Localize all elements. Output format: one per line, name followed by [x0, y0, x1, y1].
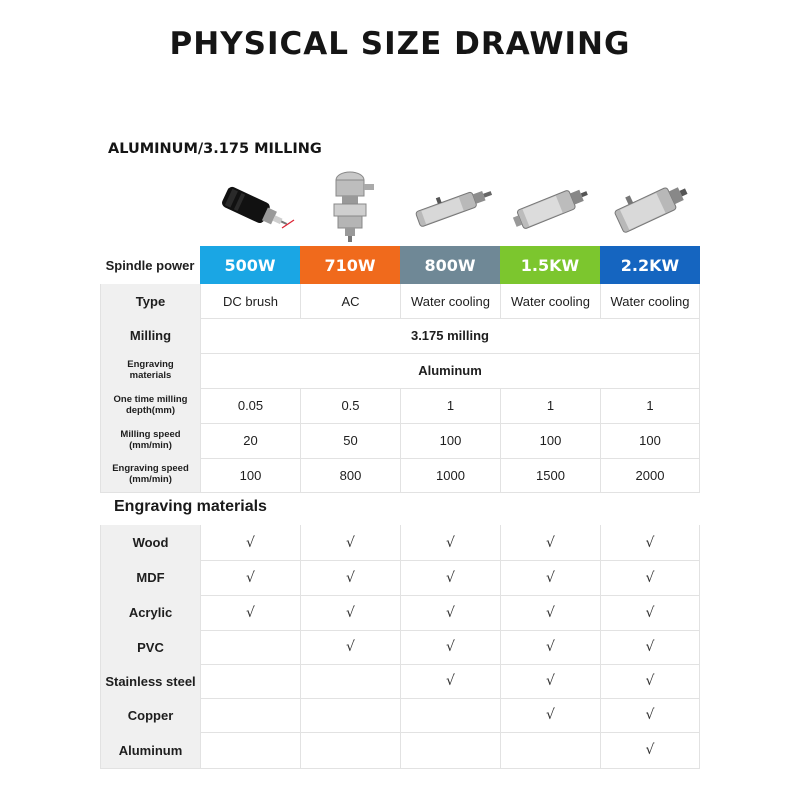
check-icon: √	[645, 639, 655, 655]
check-icon: √	[346, 604, 355, 621]
materials-row	[100, 353, 700, 389]
spindle-800w-image	[400, 168, 500, 246]
power-2.2kw: 2.2KW	[600, 246, 700, 284]
compat-cell	[200, 630, 300, 664]
compat-cell	[500, 698, 600, 732]
check-icon: √	[546, 639, 555, 655]
material-row	[100, 560, 700, 596]
power-800w: 800W	[400, 246, 500, 284]
check-icon: √	[546, 569, 555, 586]
check-icon: √	[346, 639, 355, 655]
material-row	[100, 664, 700, 699]
materials-section-heading: Engraving materials	[114, 498, 267, 515]
depth-value: 1	[500, 388, 600, 423]
compat-cell	[400, 595, 500, 630]
depth-value: 0.5	[300, 388, 400, 423]
material-label: Stainless steel	[100, 664, 200, 698]
milling-value: 3.175 milling	[200, 318, 700, 353]
check-icon: √	[546, 604, 555, 621]
check-icon: √	[645, 707, 655, 723]
check-icon: √	[645, 673, 655, 689]
compat-cell	[500, 525, 600, 560]
section-subtitle: ALUMINUM/3.175 MILLING	[108, 141, 322, 157]
type-value: AC	[300, 284, 400, 318]
material-label: Acrylic	[100, 595, 200, 630]
check-icon: √	[446, 604, 455, 621]
milling-speed-label: Milling speed (mm/min)	[100, 423, 200, 458]
milling-speed-value: 100	[500, 423, 600, 458]
type-value: DC brush	[200, 284, 300, 318]
materials-label: Engraving materials	[100, 353, 200, 388]
compat-cell	[200, 525, 300, 560]
compat-cell	[600, 732, 700, 768]
compat-cell	[500, 664, 600, 698]
compat-cell	[600, 664, 700, 698]
engraving-speed-value: 1500	[500, 458, 600, 492]
type-value: Water cooling	[600, 284, 700, 318]
compat-cell	[400, 732, 500, 768]
milling-speed-value: 100	[400, 423, 500, 458]
depth-label: One time milling depth(mm)	[100, 388, 200, 423]
material-label: Wood	[100, 525, 200, 560]
check-icon: √	[246, 534, 255, 551]
power-710w: 710W	[300, 246, 400, 284]
engraving-speed-row	[100, 458, 700, 493]
material-label: Aluminum	[100, 732, 200, 768]
depth-value: 1	[600, 388, 700, 423]
compat-cell	[600, 560, 700, 595]
material-label: Copper	[100, 698, 200, 732]
engraving-speed-value: 800	[300, 458, 400, 492]
check-icon: √	[246, 569, 255, 586]
milling-row	[100, 318, 700, 354]
material-row	[100, 525, 700, 561]
compat-cell	[400, 525, 500, 560]
spindle-1.5kw-image	[500, 168, 600, 246]
compat-cell	[300, 664, 400, 698]
milling-label: Milling	[100, 318, 200, 353]
spindle-500w-image	[200, 168, 300, 246]
compat-cell	[300, 630, 400, 664]
power-500w: 500W	[200, 246, 300, 284]
depth-value: 1	[400, 388, 500, 423]
material-label: MDF	[100, 560, 200, 595]
check-icon: √	[446, 534, 455, 551]
material-row	[100, 698, 700, 733]
check-icon: √	[446, 639, 455, 655]
milling-speed-value: 20	[200, 423, 300, 458]
material-label: PVC	[100, 630, 200, 664]
check-icon: √	[546, 707, 555, 723]
material-row	[100, 595, 700, 631]
materials-value: Aluminum	[200, 353, 700, 388]
spindle-2.2kw-image	[600, 168, 700, 246]
material-row	[100, 732, 700, 769]
check-icon: √	[645, 569, 655, 586]
check-icon: √	[346, 569, 355, 586]
compat-cell	[200, 698, 300, 732]
page-title: PHYSICAL SIZE DRAWING	[169, 26, 631, 62]
compat-cell	[500, 560, 600, 595]
compat-cell	[600, 698, 700, 732]
check-icon: √	[546, 673, 555, 689]
compat-cell	[200, 595, 300, 630]
milling-speed-row	[100, 423, 700, 459]
compat-cell	[600, 595, 700, 630]
depth-row	[100, 388, 700, 424]
spindle-power-row	[100, 246, 700, 284]
milling-speed-value: 50	[300, 423, 400, 458]
compat-cell	[500, 732, 600, 768]
engraving-speed-label: Engraving speed (mm/min)	[100, 458, 200, 492]
power-1.5kw: 1.5KW	[500, 246, 600, 284]
milling-speed-value: 100	[600, 423, 700, 458]
compat-cell	[300, 560, 400, 595]
check-icon: √	[645, 604, 655, 621]
depth-value: 0.05	[200, 388, 300, 423]
engraving-speed-value: 1000	[400, 458, 500, 492]
compat-cell	[300, 595, 400, 630]
compat-cell	[600, 525, 700, 560]
compat-cell	[200, 560, 300, 595]
engraving-speed-value: 2000	[600, 458, 700, 492]
compat-cell	[400, 664, 500, 698]
compat-cell	[400, 698, 500, 732]
material-row	[100, 630, 700, 665]
check-icon: √	[446, 569, 455, 586]
compat-cell	[300, 698, 400, 732]
compat-cell	[300, 525, 400, 560]
spindle-710w-image	[300, 168, 400, 246]
engraving-speed-value: 100	[200, 458, 300, 492]
compat-cell	[400, 630, 500, 664]
compat-cell	[200, 664, 300, 698]
compat-cell	[500, 630, 600, 664]
type-row	[100, 284, 700, 319]
spindle-images	[200, 168, 700, 246]
check-icon: √	[546, 534, 555, 551]
spindle-power-label: Spindle power	[105, 257, 195, 273]
compat-cell	[600, 630, 700, 664]
type-value: Water cooling	[500, 284, 600, 318]
check-icon: √	[346, 534, 355, 551]
compat-cell	[300, 732, 400, 768]
check-icon: √	[446, 673, 455, 689]
compat-cell	[400, 560, 500, 595]
check-icon: √	[645, 534, 655, 551]
check-icon: √	[645, 742, 655, 758]
compat-cell	[500, 595, 600, 630]
type-label: Type	[100, 284, 200, 318]
type-value: Water cooling	[400, 284, 500, 318]
check-icon: √	[246, 604, 255, 621]
compat-cell	[200, 732, 300, 768]
